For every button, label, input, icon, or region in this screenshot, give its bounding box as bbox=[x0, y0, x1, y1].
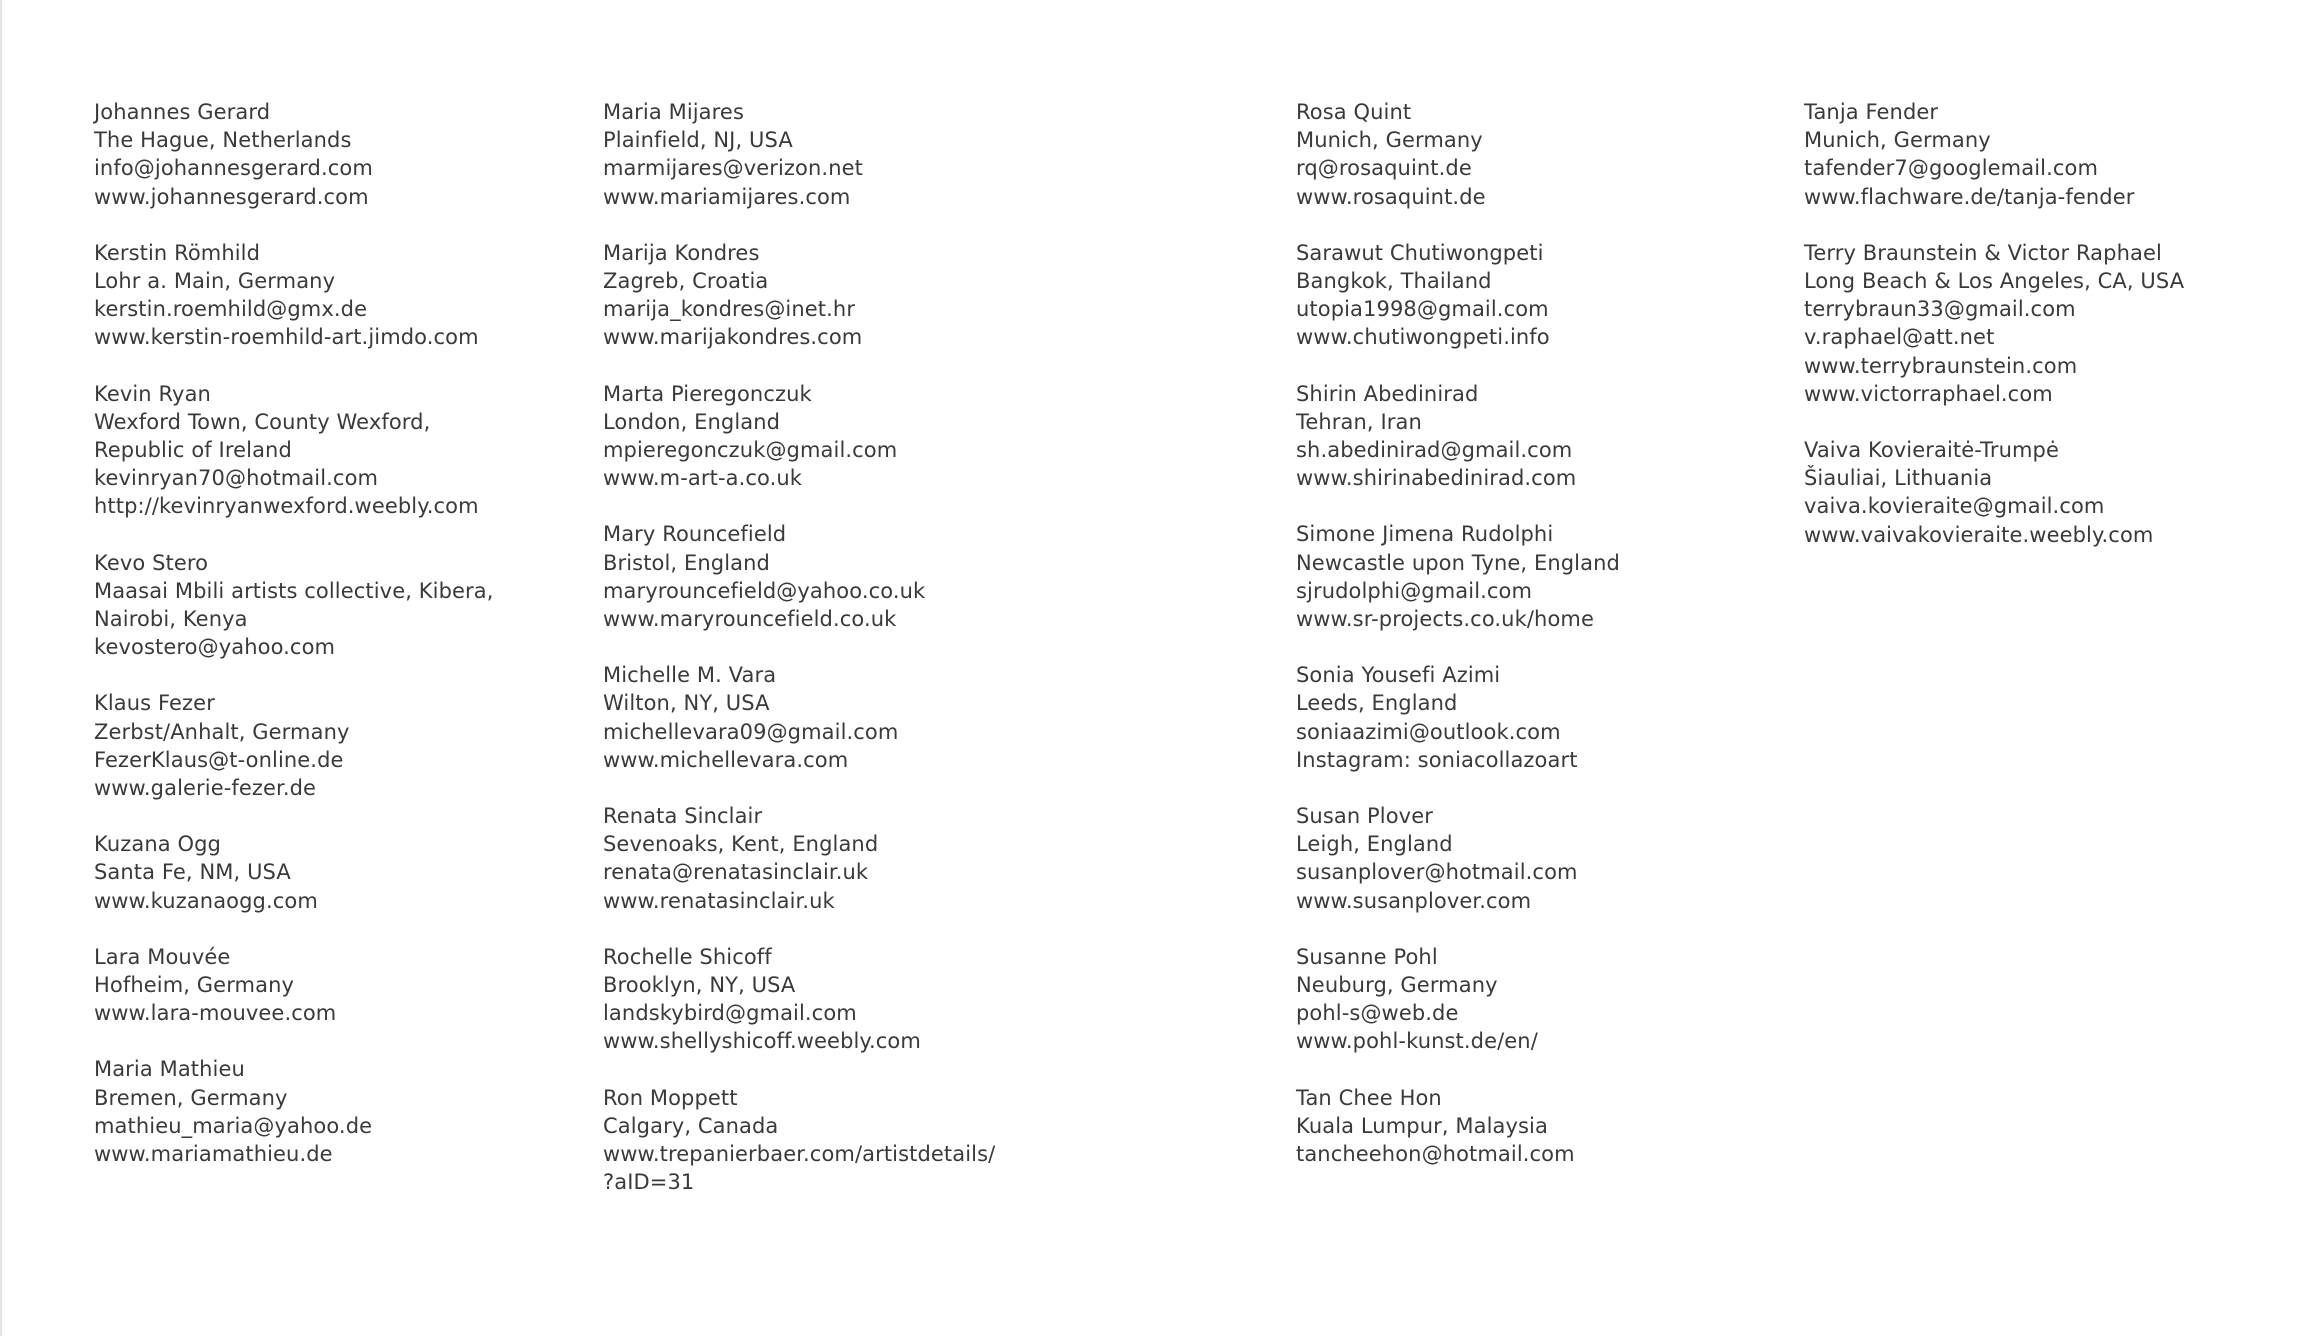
contact-name: Kuzana Ogg bbox=[94, 832, 221, 857]
contact-website: www.johannesgerard.com bbox=[94, 184, 369, 209]
contact-location: Bristol, England bbox=[603, 550, 770, 575]
contact-location: Bremen, Germany bbox=[94, 1085, 288, 1110]
contact-website: www.shellyshicoff.weebly.com bbox=[603, 1029, 921, 1054]
contact-website: www.maryrouncefield.co.uk bbox=[603, 607, 897, 632]
contact-entry bbox=[1296, 239, 1620, 352]
contact-website: www.trepanierbaer.com/artistdetails/ bbox=[603, 1142, 996, 1167]
contact-entry bbox=[603, 520, 995, 633]
contact-entry bbox=[94, 943, 494, 1028]
contact-name: Terry Braunstein & Victor Raphael bbox=[1804, 240, 2162, 265]
contact-website: www.lara-mouvee.com bbox=[94, 1001, 337, 1026]
contact-name: Ron Moppett bbox=[603, 1085, 738, 1110]
contact-entry bbox=[94, 380, 494, 521]
contact-website: http://kevinryanwexford.weebly.com bbox=[94, 494, 479, 519]
contact-location: Lohr a. Main, Germany bbox=[94, 269, 336, 294]
contact-email: mathieu_maria@yahoo.de bbox=[94, 1113, 373, 1138]
contact-email: sh.abedinirad@gmail.com bbox=[1296, 438, 1573, 463]
contact-name: Kevin Ryan bbox=[94, 381, 211, 406]
contact-location: Santa Fe, NM, USA bbox=[94, 860, 291, 885]
contact-entry bbox=[1296, 98, 1620, 211]
contact-email: marija_kondres@inet.hr bbox=[603, 297, 856, 322]
contact-name: Marija Kondres bbox=[603, 240, 760, 265]
contact-location: Šiauliai, Lithuania bbox=[1804, 466, 1993, 491]
contact-email: utopia1998@gmail.com bbox=[1296, 297, 1549, 322]
contact-website: www.kuzanaogg.com bbox=[94, 888, 318, 913]
contact-email: renata@renatasinclair.uk bbox=[603, 860, 869, 885]
contact-website: www.kerstin-roemhild-art.jimdo.com bbox=[94, 325, 479, 350]
contact-entry bbox=[603, 661, 995, 774]
contact-location: The Hague, Netherlands bbox=[94, 128, 352, 153]
contact-email: kevostero@yahoo.com bbox=[94, 635, 336, 660]
contact-name: Kevo Stero bbox=[94, 550, 209, 575]
contact-email: marmijares@verizon.net bbox=[603, 156, 863, 181]
contact-location: Nairobi, Kenya bbox=[94, 607, 248, 632]
contact-entry bbox=[1296, 802, 1620, 915]
contact-entry bbox=[94, 549, 494, 662]
contact-location: Republic of Ireland bbox=[94, 438, 292, 463]
contact-name: Michelle M. Vara bbox=[603, 663, 777, 688]
contact-entry bbox=[603, 943, 995, 1056]
contact-email: info@johannesgerard.com bbox=[94, 156, 373, 181]
contact-entry bbox=[94, 98, 494, 211]
contact-website: www.rosaquint.de bbox=[1296, 184, 1486, 209]
contact-entry bbox=[1804, 436, 2184, 549]
contact-location: Leeds, England bbox=[1296, 691, 1458, 716]
contact-entry bbox=[603, 380, 995, 493]
contact-website: www.m-art-a.co.uk bbox=[603, 466, 803, 491]
contact-entry bbox=[1296, 1084, 1620, 1169]
contact-entry bbox=[1804, 98, 2184, 211]
contact-name: Johannes Gerard bbox=[94, 100, 271, 124]
contact-website: www.mariamathieu.de bbox=[94, 1142, 333, 1167]
contact-location: Zerbst/Anhalt, Germany bbox=[94, 719, 350, 744]
contact-email: landskybird@gmail.com bbox=[603, 1001, 857, 1026]
contact-website: www.michellevara.com bbox=[603, 747, 849, 772]
contact-entry bbox=[94, 689, 494, 802]
contact-location: London, England bbox=[603, 409, 781, 434]
contact-location: Wexford Town, County Wexford, bbox=[94, 409, 431, 434]
contact-email: tancheehon@hotmail.com bbox=[1296, 1142, 1575, 1167]
page-edge-divider bbox=[0, 0, 2, 1336]
contact-name: Tanja Fender bbox=[1804, 100, 1939, 124]
contact-email: maryrouncefield@yahoo.co.uk bbox=[603, 578, 926, 603]
contact-website: ?aID=31 bbox=[603, 1170, 695, 1195]
contact-name: Tan Chee Hon bbox=[1296, 1085, 1442, 1110]
contact-entry bbox=[1296, 520, 1620, 633]
contact-entry bbox=[1296, 380, 1620, 493]
contact-email: FezerKlaus@t-online.de bbox=[94, 747, 344, 772]
contact-email: soniaazimi@outlook.com bbox=[1296, 719, 1561, 744]
contact-entry bbox=[603, 1084, 995, 1197]
contact-email: mpieregonczuk@gmail.com bbox=[603, 438, 898, 463]
contact-entry bbox=[94, 830, 494, 915]
contact-entry bbox=[603, 98, 995, 211]
contact-email: susanplover@hotmail.com bbox=[1296, 860, 1578, 885]
contact-location: Brooklyn, NY, USA bbox=[603, 973, 796, 998]
contact-email: rq@rosaquint.de bbox=[1296, 156, 1472, 181]
directory-column-4 bbox=[1804, 98, 2184, 577]
directory-column-2 bbox=[603, 98, 995, 1225]
contact-entry bbox=[603, 802, 995, 915]
contact-location: Zagreb, Croatia bbox=[603, 269, 769, 294]
contact-entry bbox=[94, 239, 494, 352]
contact-name: Susanne Pohl bbox=[1296, 944, 1438, 969]
contact-website: www.terrybraunstein.com bbox=[1804, 353, 2078, 378]
contact-location: Kuala Lumpur, Malaysia bbox=[1296, 1113, 1548, 1138]
contact-email: vaiva.kovieraite@gmail.com bbox=[1804, 494, 2105, 519]
contact-location: Tehran, Iran bbox=[1296, 409, 1422, 434]
contact-website: www.vaivakovieraite.weebly.com bbox=[1804, 522, 2154, 547]
contact-website: www.susanplover.com bbox=[1296, 888, 1532, 913]
contact-location: Hofheim, Germany bbox=[94, 973, 295, 998]
contact-name: Marta Pieregonczuk bbox=[603, 381, 812, 406]
contact-entry bbox=[1804, 239, 2184, 408]
contact-name: Simone Jimena Rudolphi bbox=[1296, 522, 1554, 547]
directory-column-3 bbox=[1296, 98, 1620, 1196]
contact-name: Kerstin Römhild bbox=[94, 240, 261, 265]
contact-name: Renata Sinclair bbox=[603, 804, 763, 829]
contact-name: Klaus Fezer bbox=[94, 691, 215, 716]
contact-location: Long Beach & Los Angeles, CA, USA bbox=[1804, 269, 2185, 294]
contact-name: Lara Mouvée bbox=[94, 944, 231, 969]
contact-email: tafender7@googlemail.com bbox=[1804, 156, 2099, 181]
contact-name: Sarawut Chutiwongpeti bbox=[1296, 240, 1544, 265]
contact-email: sjrudolphi@gmail.com bbox=[1296, 578, 1533, 603]
contact-location: Sevenoaks, Kent, England bbox=[603, 832, 879, 857]
contact-entry bbox=[94, 1055, 494, 1168]
contact-location: Plainfield, NJ, USA bbox=[603, 128, 793, 153]
contact-location: Wilton, NY, USA bbox=[603, 691, 770, 716]
contact-name: Rosa Quint bbox=[1296, 100, 1412, 124]
contact-name: Shirin Abedinirad bbox=[1296, 381, 1479, 406]
contact-email: v.raphael@att.net bbox=[1804, 325, 1995, 350]
contact-location: Munich, Germany bbox=[1296, 128, 1483, 153]
contact-name: Vaiva Kovieraitė-Trumpė bbox=[1804, 438, 2059, 463]
contact-location: Leigh, England bbox=[1296, 832, 1453, 857]
contact-email: kevinryan70@hotmail.com bbox=[94, 466, 379, 491]
contact-email: terrybraun33@gmail.com bbox=[1804, 297, 2076, 322]
contact-website: Instagram: soniacollazoart bbox=[1296, 747, 1578, 772]
contact-location: Bangkok, Thailand bbox=[1296, 269, 1492, 294]
contact-location: Neuburg, Germany bbox=[1296, 973, 1498, 998]
contact-email: pohl-s@web.de bbox=[1296, 1001, 1459, 1026]
contact-website: www.galerie-fezer.de bbox=[94, 776, 317, 801]
contact-entry bbox=[603, 239, 995, 352]
contact-name: Susan Plover bbox=[1296, 804, 1433, 829]
contact-website: www.shirinabedinirad.com bbox=[1296, 466, 1577, 491]
contact-name: Maria Mijares bbox=[603, 100, 744, 124]
contact-entry bbox=[1296, 943, 1620, 1056]
directory-column-1 bbox=[94, 98, 494, 1196]
contact-website: www.chutiwongpeti.info bbox=[1296, 325, 1550, 350]
contact-email: kerstin.roemhild@gmx.de bbox=[94, 297, 368, 322]
contact-website: www.marijakondres.com bbox=[603, 325, 863, 350]
contact-name: Rochelle Shicoff bbox=[603, 944, 772, 969]
contact-website: www.mariamijares.com bbox=[603, 184, 851, 209]
contact-location: Munich, Germany bbox=[1804, 128, 1991, 153]
contact-name: Sonia Yousefi Azimi bbox=[1296, 663, 1501, 688]
contact-name: Maria Mathieu bbox=[94, 1057, 245, 1082]
contact-email: michellevara09@gmail.com bbox=[603, 719, 899, 744]
contact-location: Calgary, Canada bbox=[603, 1113, 779, 1138]
contact-website: www.sr-projects.co.uk/home bbox=[1296, 607, 1594, 632]
contact-location: Newcastle upon Tyne, England bbox=[1296, 550, 1620, 575]
contact-name: Mary Rouncefield bbox=[603, 522, 787, 547]
contact-website: www.pohl-kunst.de/en/ bbox=[1296, 1029, 1538, 1054]
contact-website: www.victorraphael.com bbox=[1804, 381, 2053, 406]
contact-entry bbox=[1296, 661, 1620, 774]
contact-location: Maasai Mbili artists collective, Kibera, bbox=[94, 578, 494, 603]
contact-website: www.renatasinclair.uk bbox=[603, 888, 835, 913]
contact-website: www.flachware.de/tanja-fender bbox=[1804, 184, 2135, 209]
